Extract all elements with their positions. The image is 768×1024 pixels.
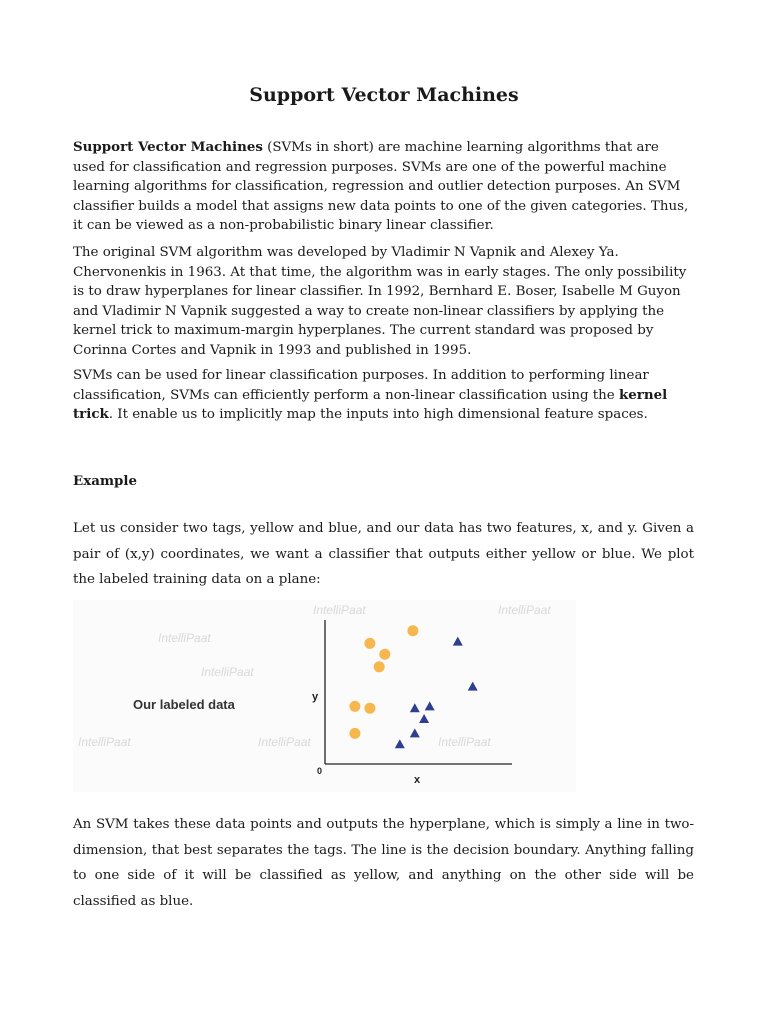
figure-label: Our labeled data xyxy=(133,697,235,712)
svm-paragraph: An SVM takes these data points and outputs the hyperplane, which is simply a line in two-dimension, that best separates the tags. The line is the decision boundary. Anything falling to one side of it will be classified as yellow, and anything on the other side will be classified as blue. xyxy=(73,817,694,909)
blue-data-point xyxy=(419,714,429,723)
blue-data-point xyxy=(395,739,405,748)
kernel-text-after: . It enable us to implicitly map the inputs into high dimensional feature spaces. xyxy=(108,407,648,423)
kernel-paragraph xyxy=(73,366,694,425)
page-title: Support Vector Machines xyxy=(249,84,519,106)
yellow-data-point xyxy=(379,649,390,660)
blue-data-point xyxy=(410,728,420,737)
yellow-data-point xyxy=(364,703,375,714)
scatter-chart xyxy=(73,600,576,792)
yellow-data-point xyxy=(349,728,360,739)
kernel-trick-term: kernel trick xyxy=(73,386,668,423)
watermark-text: IntelliPaat xyxy=(258,735,311,749)
watermark-text: IntelliPaat xyxy=(313,603,366,617)
yellow-data-point xyxy=(407,625,418,636)
intro-paragraph xyxy=(73,138,694,236)
x-axis-label: x xyxy=(414,774,421,786)
watermark-text: IntelliPaat xyxy=(158,631,211,645)
yellow-data-point xyxy=(374,661,385,672)
example-heading: Example xyxy=(73,473,138,489)
intro-text: (SVMs in short) are machine learning algorithms that are used for classification and regression purposes. SVMs are one of the powerful machine learning algorithms for classification, regression and outlier detection purposes. An SVM classifier builds a model that assigns new data points to one of the given categories. Thus, it can be viewed as a non-probabilistic binary linear classifier. xyxy=(73,140,689,234)
blue-data-point xyxy=(410,703,420,712)
origin-label: 0 xyxy=(317,766,323,776)
blue-data-point xyxy=(425,701,435,710)
watermark-text: IntelliPaat xyxy=(201,665,254,679)
watermark-text: IntelliPaat xyxy=(498,603,551,617)
labeled-data-figure xyxy=(73,600,576,792)
example-paragraph: Let us consider two tags, yellow and blue, and our data has two features, x, and y. Given a pair of (x,y) coordinates, we want a classifier that outputs either yellow or blue. We plot the labeled training data on a plane: xyxy=(73,521,694,587)
watermark-text: IntelliPaat xyxy=(438,735,491,749)
history-paragraph: The original SVM algorithm was developed by Vladimir N Vapnik and Alexey Ya. Chervonenkis in 1963. At that time, the algorithm was in early stages. The only possibility is to draw hyperplanes for linear classifier. In 1992, Bernhard E. Boser, Isabelle M Guyon and Vladimir N Vapnik suggested a way to create non-linear classifiers by applying the kernel trick to maximum-margin hyperplanes. The current standard was proposed by Corinna Cortes and Vapnik in 1993 and published in 1995. xyxy=(73,245,687,358)
kernel-text-before: SVMs can be used for linear classification purposes. In addition to performing linear classification, SVMs can efficiently perform a non-linear classification using the xyxy=(73,368,649,403)
blue-data-point xyxy=(468,682,478,691)
intro-bold-term: Support Vector Machines xyxy=(73,139,263,155)
blue-data-point xyxy=(453,637,463,646)
y-axis-label: y xyxy=(312,691,319,703)
yellow-data-point xyxy=(364,638,375,649)
yellow-data-point xyxy=(349,701,360,712)
watermark-text: IntelliPaat xyxy=(78,735,131,749)
